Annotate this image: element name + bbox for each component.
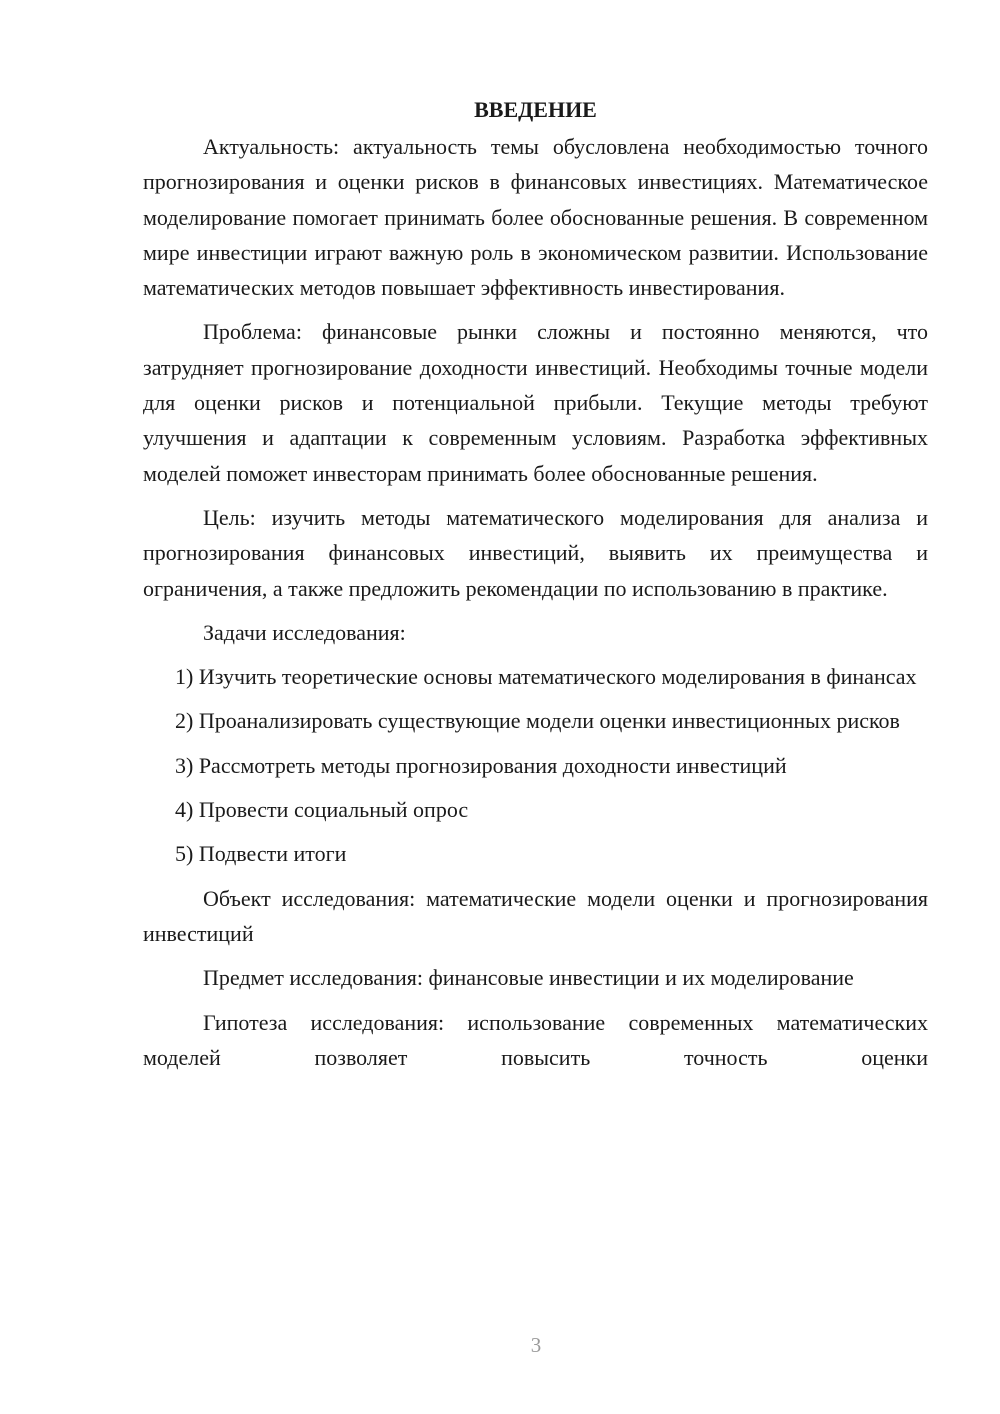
section-title: ВВЕДЕНИЕ <box>474 97 597 122</box>
task-item: 1) Изучить теоретические основы математического моделирования в финансах <box>175 664 917 690</box>
tasks-heading: Задачи исследования: <box>203 619 406 645</box>
paragraph-hypothesis: Гипотеза исследования: использование современных математических моделей позволяет повысить точность оценки <box>143 1009 928 1070</box>
paragraph-goal: Цель: изучить методы математического моделирования для анализа и прогнозирования финансовых инвестиций, выявить их преимущества и ограничения, а также предложить рекомендации по использованию в практике. <box>143 504 928 601</box>
page-body <box>143 92 928 1084</box>
task-item: 5) Подвести итоги <box>175 841 347 867</box>
paragraph-relevance: Актуальность: актуальность темы обусловлена необходимостью точного прогнозирования и оценки рисков в финансовых инвестициях. Математическое моделирование помогает принимать более обоснованные решения. В современном мире инвестиции играют важную роль в экономическом развитии. Использование математических методов повышает эффективность инвестирования. <box>143 134 928 301</box>
task-item: 3) Рассмотреть методы прогнозирования доходности инвестиций <box>175 752 787 778</box>
task-item: 4) Провести социальный опрос <box>175 797 469 823</box>
page-number: 3 <box>530 1333 542 1357</box>
paragraph-subject: Предмет исследования: финансовые инвестиции и их моделирование <box>203 965 854 991</box>
task-item: 2) Проанализировать существующие модели оценки инвестиционных рисков <box>175 708 900 734</box>
paragraph-problem: Проблема: финансовые рынки сложны и постоянно меняются, что затрудняет прогнозирование доходности инвестиций. Необходимы точные модели для оценки рисков и потенциальной прибыли. Текущие методы требуют улучшения и адаптации к современным условиям. Разработка эффективных моделей поможет инвесторам принимать более обоснованные решения. <box>143 319 928 486</box>
paragraph-object: Объект исследования: математические модели оценки и прогнозирования инвестиций <box>143 885 928 946</box>
